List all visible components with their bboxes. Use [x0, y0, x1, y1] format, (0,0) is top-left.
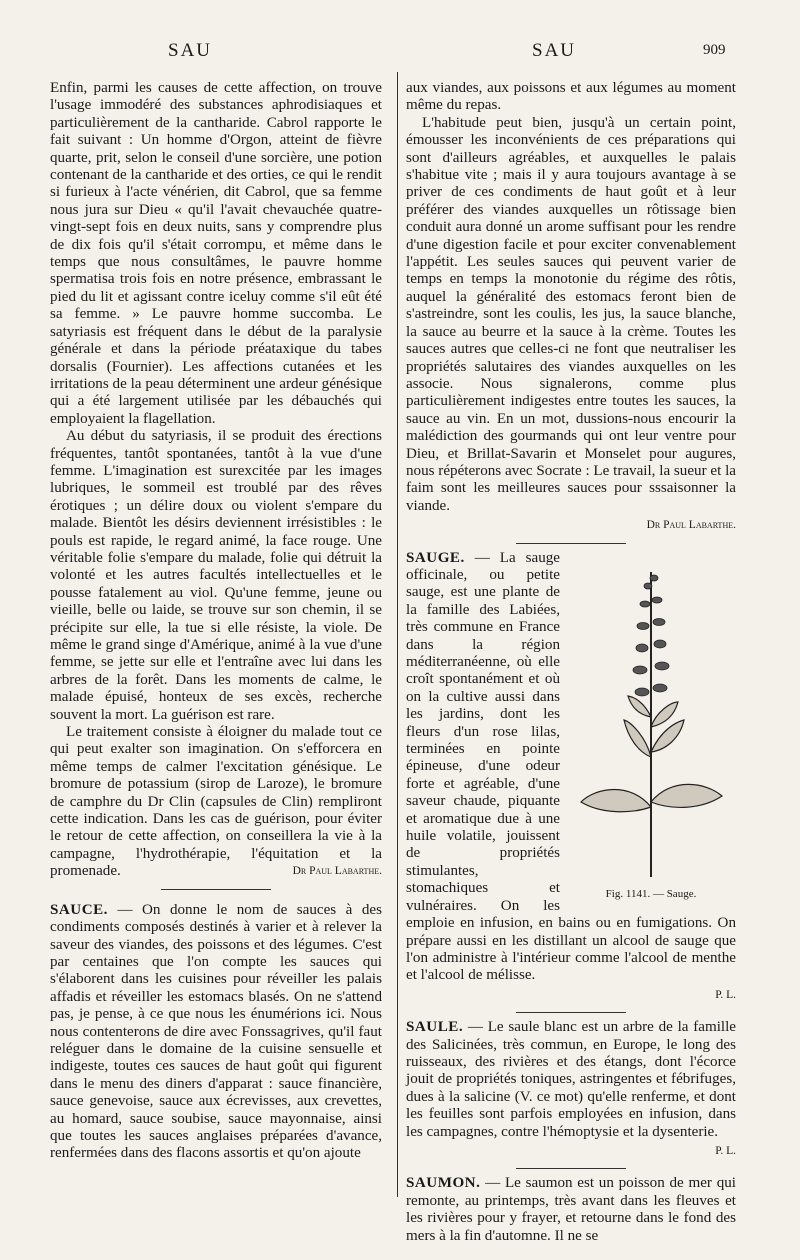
sauce-signature: Dr Paul Labarthe.	[646, 519, 736, 532]
satyriasis-paragraph-3-text: Le traitement consiste à éloigner du malade tout ce qui peut exalter son imagination. On s'efforcera en même temps de calmer l'excitation génésique. Le bromure de potassium (sirop de Laroze), le bromure de camphre du Dr Clin (capsules de Clin) rempliront cette indication. Dans les cas de guérison, pour éviter le retour de cette affection, on conseillera la vie à la campagne, l'hydrothérapie, l'équitation et la promenade.	[50, 724, 382, 880]
sauce-text: — On donne le nom de sauces à des condiments composés destinés à varier et à relever la saveur des viandes, des poissons et des légumes. C'est par centaines que l'on compte les sauces qui s'élaborent dans les cuisines pour réveiller les palais affadis et réveiller les estomacs blasés. On ne s'attend pas, je pense, à ce que nous les énumérions ici. Nous nous contenterons de dire avec Fonssagrives, qu'il faut reléguer dans le domaine de la cuisine sensuelle et indigeste, toutes ces sauces de haut goût qui figurent dans le menu des diners d'apparat : sauce financière, sauce genevoise, sauce aux écrevisses, aux crevettes, au homard, sauce soubise, sauce mayonnaise, ainsi que toutes les sauces anglaises préparées d'avance, renfermées dans des flacons assortis et qu'on ajoute	[50, 901, 382, 1162]
saule-headword: SAULE.	[406, 1019, 464, 1036]
saule-text: — Le saule blanc est un arbre de la famille des Salicinées, très commun, en Europe, le long des ruisseaux, des rivières et des étangs, dont l'écorce jouit de propriétés toniques, astringentes et fébrifuges, dues à la salicine (V. ce mot) qu'elle renferme, et dont les feuilles sont parfois employées en infusion, dans les campagnes, contre l'hémoptysie et la dysenterie.	[406, 1019, 736, 1140]
satyriasis-paragraph-1: Enfin, parmi les causes de cette affection, on trouve l'usage immodéré des substances aphrodisiaques et particulièrement de la cantharide. Cabrol rapporte le fait suivant : Un homme d'Orgon, atteint de fièvre quarte, prit, selon le conseil d'une sorcière, une potion contenant de la cantharide et des orties, ce qui le rendit si furieux à l'acte vénérien, dit Cabrol, que sa femme nous jura sur Dieu « qu'il l'avait chevauchée quatre-vingt-sept fois en deux nuits, sans y comprendre plus de dix fois qu'il s'était corrompu, et même dans le temps que nous consultâmes, le pauvre homme spermatisa trois fois en notre présence, embrassant le pied du lit et agissant contre iceluy comme s'il eût été sa femme. » Le pauvre homme succomba. Le satyriasis est fréquent dans le début de la paralysie générale et dans la période préataxique du tabes dorsalis (Fournier). Les affections cutanées et les irritations de la peau déterminent une ardeur génésique qui a été largement utilisée par les débauchés qui employaient la flagellation.	[50, 80, 382, 427]
satyriasis-paragraph-2: Au début du satyriasis, il se produit des érections fréquentes, tantôt spontanées, tantôt à la vue d'une femme. L'imagination est surexcitée par les images lubriques, le sommeil est troublé par des rêves érotiques ; un délire doux ou violent s'empare du malade. Bientôt les désirs deviennent irrésistibles : le pouls est rapide, le regard animé, la face rouge. Une véritable folie s'empare du malade, folie qui détruit la volonté et les autres facultés intellectuelles et le pousse fatalement au viol. Qu'une femme, jeune ou vieille, belle ou laide, se trouve sur son chemin, il se précipite sur elle, la tue si elle résiste, la viole. De même le grand singe d'Amérique, animé à la vue d'une femme, se jette sur elle et l'entraîne avec lui dans les arbres de la forêt. Dans les moments de calme, le malade épuisé, honteux de ses excès, recherche souvent la mort. La guérison est rare.	[50, 428, 382, 723]
figure-caption: Fig. 1141. — Sauge.	[605, 887, 697, 900]
sauge-text: — La sauge officinale, ou petite sauge, est une plante de la famille des Labiées, très commune en France dans la région méditerranéenne, où elle croît spontanément et où on la cultive aussi dans les jardins, dont les fleurs d'un rose lilas, terminées en pointe épineuse, d'une odeur forte et agréable, d'une saveur chaude, piquante et aromatique due à une huile volatile, jouissent de propriétés stimulantes, stomachiques et vulnéraires. On les emploie en infusion, en bains ou en fumigations. On prépare aussi en les distillant un alcool de sauge que l'on administre à l'intérieur comme l'alcool de menthe et l'alcool de mélisse.	[406, 549, 736, 984]
page-number: 909	[703, 42, 726, 58]
right-column	[406, 80, 736, 1245]
sauce-entry	[50, 902, 382, 1163]
satyriasis-signature: Dr Paul Labarthe.	[292, 865, 382, 878]
saumon-headword: SAUMON.	[406, 1175, 481, 1192]
sauge-signature: P. L.	[715, 988, 736, 1001]
sauge-headword: SAUGE.	[406, 549, 465, 566]
saumon-text: — Le saumon est un poisson de mer qui remonte, au printemps, très avant dans les fleuves et les rivières pour y frayer, et retourne dans le fond des mers à la fin d'automne. Il ne se	[406, 1175, 736, 1244]
sauce-paragraph-2: L'habitude peut bien, jusqu'à un certain point, émousser les inconvénients de ces préparations qui sont d'ailleurs agréables, et auxquelles le palais s'habitue vite ; mais il y aura toujours avantage à se priver de ces condiments de haut goût et à leur préférer des viandes auxquelles un rôtissage bien conduit aura donné un arome suffisant pour les rendre d'une digestion facile et pour exciter convenablement l'appétit. Les seules sauces qui peuvent varier de temps en temps la monotonie du régime des rôtis, auquel la généralité des estomacs feront bien de s'astreindre, sont les coulis, les jus, la sauce blanche, la sauce au beurre et la sauce à la crème. Toutes les sauces autres que celles-ci ne font que neutraliser les propriétés salutaires des viandes auxquelles on les associe. Nous signalerons, comme plus particulièrement indigestes entre toutes les sauces, la sauce au vin. En un mot, dussions-nous encourir la malédiction des gourmands qui ont leur ventre pour Dieu, et Brillat-Savarin et Monselet pour augures, nous répéterons avec Socrate : Le travail, la sueur et la faim sont les meilleures sauces pour sssaisonner la viande.	[406, 114, 736, 514]
entry-separator	[516, 1168, 626, 1169]
sauce-continuation: aux viandes, aux poissons et aux légumes au moment même du repas.	[406, 80, 736, 114]
sauce-headword: SAUCE.	[50, 901, 108, 918]
sauge-figure	[566, 552, 736, 903]
sage-plant-icon	[576, 552, 726, 882]
column-divider	[397, 72, 398, 1197]
left-column	[50, 80, 382, 1163]
saule-entry	[406, 1019, 736, 1141]
entry-separator	[516, 1012, 626, 1013]
entry-separator	[516, 543, 626, 544]
entry-separator	[161, 889, 271, 890]
satyriasis-paragraph-3	[50, 724, 382, 881]
running-head-left: SAU	[168, 40, 213, 61]
saumon-entry	[406, 1175, 736, 1245]
running-head-right: SAU	[532, 40, 577, 61]
saule-signature: P. L.	[715, 1144, 736, 1157]
